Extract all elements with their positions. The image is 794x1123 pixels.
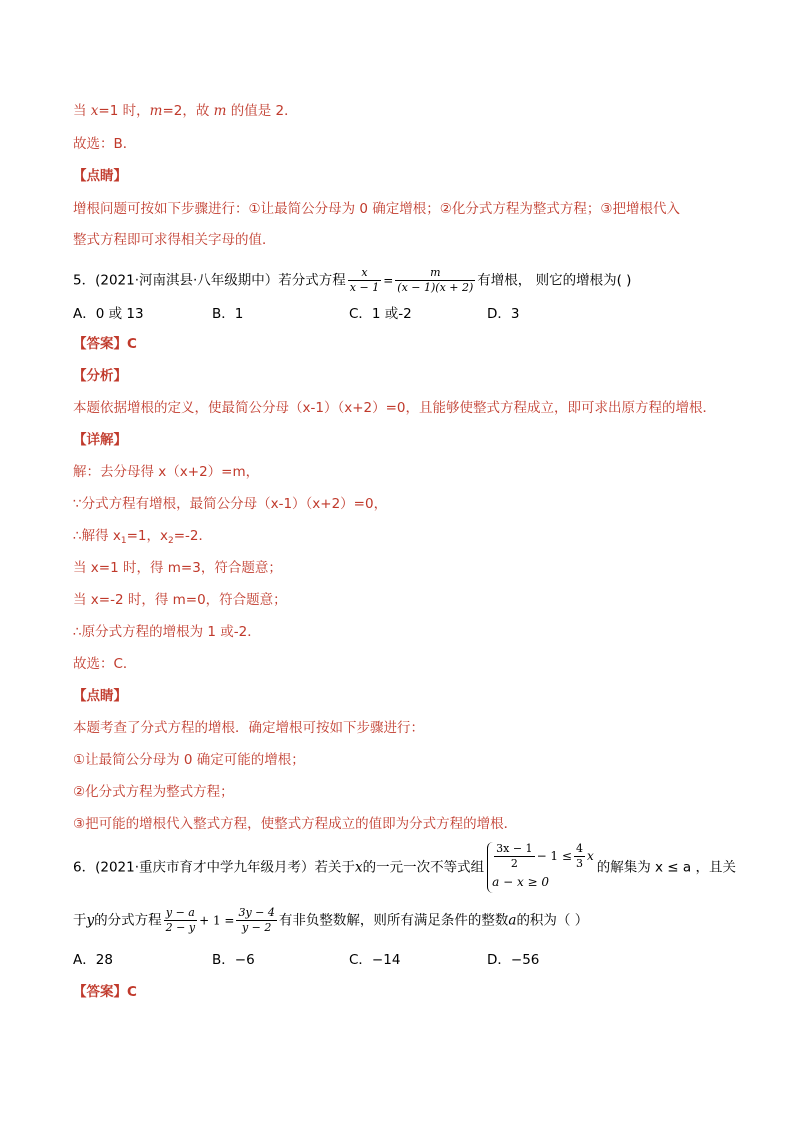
text: 的值是 2． [226, 103, 298, 119]
solution-step-5: 当 x=-2 时，得 m=0，符合题意； [73, 592, 287, 608]
answer-5: 【答案】C [73, 336, 137, 352]
text: y [86, 912, 95, 929]
fraction [164, 906, 197, 935]
text: 当 [73, 103, 91, 119]
line-m-value [73, 101, 298, 121]
text: m [213, 103, 227, 119]
question-6-line-2 [73, 906, 588, 935]
inequality-1 [492, 842, 594, 871]
text: 的一元一次不等式组 [362, 859, 485, 876]
inequality-2: a − x ≥ 0 [492, 875, 550, 889]
analysis-text: 本题依据增根的定义，使最简公分母（x-1）（x+2）=0，且能够使整式方程成立，即可求出原方程的增根． [73, 400, 716, 416]
text: 于 [73, 912, 87, 929]
numerator: 4 [575, 842, 583, 855]
inequality-system [487, 842, 594, 893]
section-fenxi: 【分析】 [73, 368, 127, 384]
text: 有增根， 则它的增根为( ) [477, 272, 632, 289]
text: =2，故 [162, 103, 214, 119]
solution-step-3 [73, 526, 212, 551]
text: = [383, 273, 394, 288]
subscript: 1 [120, 536, 127, 546]
option-d-6: D．−56 [487, 952, 540, 968]
text: =1 时， [98, 103, 150, 119]
solution-step-4: 当 x=1 时，得 m=3，符合题意； [73, 560, 282, 576]
option-a: A．0 或 13 [73, 306, 144, 322]
comment-line-1: 本题考查了分式方程的增根．确定增根可按如下步骤进行： [73, 720, 424, 736]
fraction [574, 842, 585, 871]
numerator: 3y − 4 [238, 906, 275, 919]
line-steps-cont: 整式方程即可求得相关字母的值． [73, 232, 276, 248]
denominator: 2 [510, 857, 518, 870]
text: 6．(2021·重庆市育才中学九年级月考）若关于 [73, 859, 356, 876]
text: x [355, 859, 363, 876]
denominator: y − 2 [241, 921, 272, 934]
text: + 1 = [199, 913, 235, 928]
option-b: B．1 [212, 306, 244, 322]
line-choose-b: 故选：B． [73, 136, 137, 152]
solution-step-1: 解：去分母得 x（x+2）=m， [73, 464, 260, 480]
fraction [395, 266, 475, 295]
numerator: x [348, 266, 381, 281]
text: m [149, 103, 163, 119]
text: ∴解得 x [73, 528, 121, 544]
text: − 1 ≤ [536, 849, 572, 863]
comment-line-2: ①让最简公分母为 0 确定可能的增根； [73, 752, 305, 768]
text: 的解集为 x ≤ a ，且关 [596, 859, 736, 876]
line-steps: 增根问题可按如下步骤进行：①让最简公分母为 0 确定增根；②化分式方程为整式方程；③把增根代入 [73, 201, 680, 217]
text: 的积为（ ） [516, 912, 589, 929]
subscript: 2 [168, 536, 174, 546]
section-dianjing: 【点睛】 [73, 168, 127, 184]
solution-step-2: ∵分式方程有增根，最简公分母（x-1）（x+2）=0， [73, 496, 388, 512]
text: 5．(2021·河南淇县·八年级期中）若分式方程 [73, 272, 346, 289]
fraction [348, 266, 381, 295]
comment-line-3: ②化分式方程为整式方程； [73, 784, 234, 800]
numerator: m [395, 266, 475, 281]
option-d: D．3 [487, 306, 520, 322]
answer-6: 【答案】C [73, 984, 137, 1000]
denominator: 2 − y [165, 921, 196, 934]
text: 有非负整数解，则所有满足条件的整数 [278, 912, 509, 929]
comment-line-4: ③把可能的增根代入整式方程，使整式方程成立的值即为分式方程的增根． [73, 816, 518, 832]
numerator: y − a [164, 906, 197, 921]
text: =-2． [173, 528, 213, 544]
solution-step-6: ∴原分式方程的增根为 1 或-2． [73, 624, 261, 640]
denominator: 3 [575, 857, 583, 870]
fraction [236, 906, 276, 935]
denominator: x − 1 [349, 281, 380, 294]
text: 的分式方程 [94, 912, 162, 929]
denominator: (x − 1)(x + 2) [397, 281, 474, 294]
fraction [494, 842, 534, 871]
text: x [586, 849, 594, 863]
solution-step-7: 故选：C． [73, 656, 137, 672]
section-xiangjie: 【详解】 [73, 432, 127, 448]
option-b-6: B．−6 [212, 952, 255, 968]
option-a-6: A．28 [73, 952, 113, 968]
question-6-line-1 [73, 842, 736, 893]
text: x [90, 103, 99, 119]
question-5 [73, 266, 631, 295]
text: =1，x [126, 528, 168, 544]
text: a [508, 912, 517, 929]
numerator: 3x − 1 [496, 842, 533, 855]
section-dianjing-2: 【点睛】 [73, 688, 127, 704]
option-c-6: C．−14 [349, 952, 401, 968]
option-c: C．1 或-2 [349, 306, 412, 322]
